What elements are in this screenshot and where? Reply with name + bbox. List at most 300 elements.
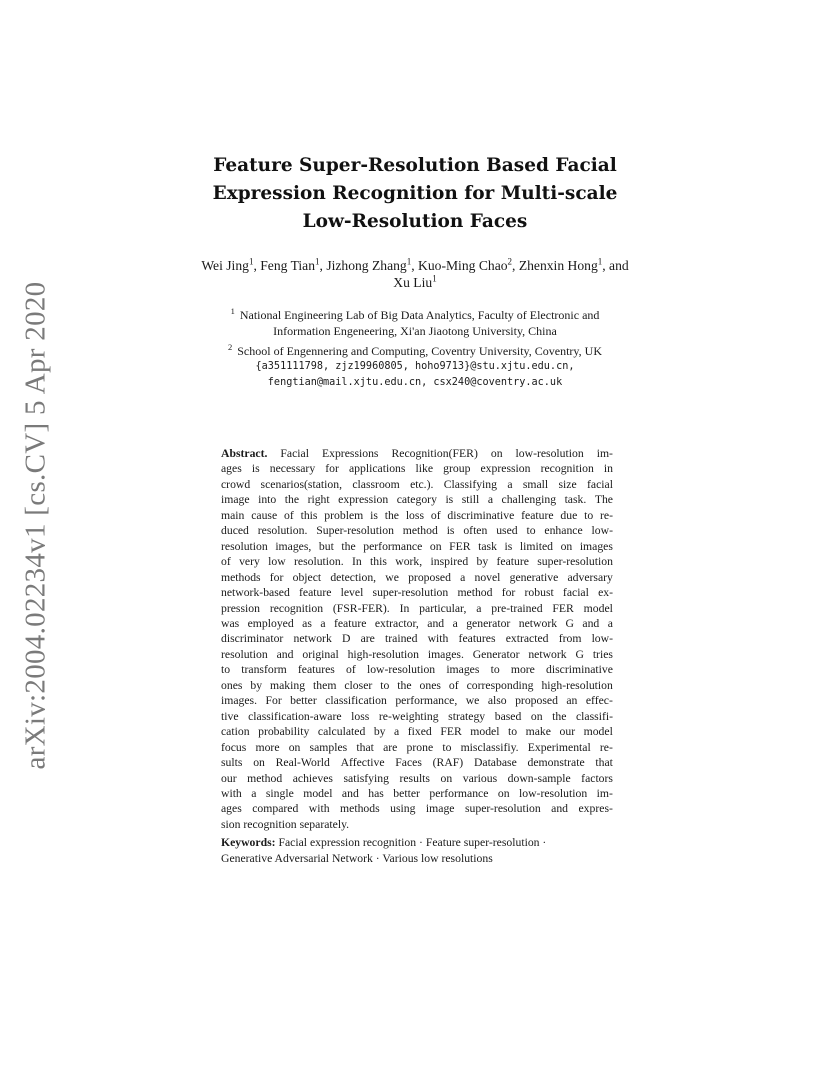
abstract-word: network: [518, 616, 558, 630]
abstract-word: discriminative: [447, 508, 515, 522]
abstract-word: better: [290, 694, 317, 708]
abstract-word: on: [253, 756, 265, 770]
abstract-word: images: [446, 663, 480, 677]
abstract-word: main: [221, 508, 245, 522]
abstract: [221, 446, 613, 832]
abstract-word: them: [313, 678, 337, 692]
keywords: [221, 835, 613, 866]
abstract-word: (RAF): [432, 756, 464, 770]
abstract-word: low-resolution: [366, 663, 436, 677]
abstract-word: is: [504, 539, 513, 553]
author-affiliation-mark: 1: [248, 256, 254, 267]
abstract-word: applications: [348, 462, 406, 476]
abstract-word: methods: [340, 802, 380, 816]
affiliations: [190, 303, 640, 391]
abstract-word: images.: [427, 647, 464, 661]
abstract-word: expres-: [578, 802, 613, 816]
title-line: Feature Super-Resolution Based Facial: [213, 155, 617, 176]
abstract-word: performance: [363, 539, 423, 553]
abstract-word: an: [566, 694, 578, 708]
keywords-text: Facial expression recognition · Feature super-resolution ·: [278, 836, 547, 849]
abstract-line: [221, 523, 613, 538]
abstract-word: proposed: [515, 694, 558, 708]
abstract-word: facial: [587, 477, 613, 491]
affiliation-text: School of Engennering and Computing, Coventry University, Coventry, UK: [237, 344, 602, 358]
abstract-word: crowd: [221, 477, 251, 491]
abstract-word: Recognition(FER): [391, 447, 478, 460]
abstract-line: [221, 771, 613, 786]
abstract-word: performance,: [395, 694, 458, 708]
abstract-word: low-resolution: [515, 447, 584, 460]
abstract-word: Faces: [395, 756, 422, 770]
abstract-word: on: [497, 786, 510, 800]
abstract-word: resolution: [221, 539, 268, 553]
abstract-word: in: [603, 462, 613, 476]
abstract-word: FER: [552, 601, 574, 615]
abstract-line: [221, 554, 613, 569]
abstract-word: achieves: [292, 771, 333, 785]
abstract-word: a: [487, 493, 493, 507]
abstract-word: novel: [474, 570, 501, 584]
abstract-word: enhance: [544, 524, 583, 538]
abstract-word: our: [559, 725, 576, 739]
email-line-1: {a351111798, zjz19960805, hoho9713}@stu.xjtu.edu.cn,: [255, 361, 575, 372]
abstract-word: particular,: [419, 601, 467, 615]
abstract-word: images.: [221, 694, 258, 708]
abstract-word: strategy: [448, 709, 486, 723]
abstract-word: recognition: [269, 601, 324, 615]
abstract-word: prone: [406, 740, 434, 754]
abstract-word: Experimental: [527, 740, 591, 754]
abstract-word: challenging: [501, 493, 557, 507]
abstract-word: the: [384, 508, 399, 522]
abstract-word: classifi-: [576, 709, 613, 723]
abstract-word: level: [340, 586, 364, 600]
abstract-word: on: [440, 771, 453, 785]
abstract-word: D: [341, 632, 351, 646]
abstract-word: FER: [449, 539, 471, 553]
abstract-word: by: [476, 555, 489, 569]
abstract-word: limited: [519, 539, 553, 553]
abstract-word: a: [452, 616, 458, 630]
abstract-word: ex-: [598, 586, 613, 600]
abstract-word: im-: [596, 447, 613, 460]
abstract-word: and: [427, 616, 445, 630]
abstract-word: re-: [600, 508, 613, 522]
arxiv-identifier-text: arXiv:2004.02234v1 [cs.CV] 5 Apr 2020: [19, 281, 52, 769]
abstract-word: discriminator: [221, 632, 284, 646]
abstract-word: a: [607, 616, 613, 630]
abstract-word: but: [318, 539, 334, 553]
author-name: Xu Liu: [393, 275, 433, 290]
abstract-word: to: [526, 524, 536, 538]
abstract-word: low-: [591, 524, 613, 538]
abstract-word: detection,: [330, 570, 377, 584]
abstract-word: classification-aware: [248, 709, 342, 723]
abstract-word: using: [390, 802, 416, 816]
title-line: Low-Resolution Faces: [302, 211, 528, 232]
abstract-word: was: [221, 616, 240, 630]
keywords-line-1: [221, 835, 613, 851]
abstract-word: task.: [564, 493, 587, 507]
title-line: Expression Recognition for Multi-scale: [212, 183, 618, 204]
affiliation-1-line-1: [190, 303, 640, 323]
abstract-word: to: [221, 663, 231, 677]
abstract-word: cause: [251, 508, 278, 522]
abstract-word: with: [221, 786, 242, 800]
abstract-word: network: [528, 647, 567, 661]
abstract-word: size: [558, 477, 577, 491]
abstract-word: low-resolution: [519, 786, 588, 800]
abstract-word: loss: [351, 709, 370, 723]
abstract-word: to: [490, 663, 500, 677]
abstract-word: feature: [299, 586, 332, 600]
abstract-word: is: [370, 508, 378, 522]
abstract-word: has: [368, 786, 384, 800]
abstract-word: feature: [333, 616, 367, 630]
abstract-word: classroom: [352, 477, 400, 491]
abstract-word: ages: [221, 462, 242, 476]
abstract-word: Expressions: [321, 447, 379, 460]
author-separator: ,: [411, 258, 419, 273]
abstract-word: Database: [473, 756, 517, 770]
abstract-word: transform: [241, 663, 287, 677]
abstract-word: that: [356, 740, 374, 754]
abstract-word: network-based: [221, 586, 290, 600]
abstract-word: to: [584, 508, 594, 522]
author-affiliation-mark: 1: [597, 256, 603, 267]
abstract-word: proposed: [408, 570, 451, 584]
abstract-word: of: [448, 678, 459, 692]
abstract-line: [221, 801, 613, 816]
abstract-word: for: [501, 586, 516, 600]
abstract-word: for: [269, 570, 284, 584]
abstract-word: like: [415, 462, 434, 476]
abstract-word: robust: [524, 586, 554, 600]
abstract-word: performance: [429, 786, 489, 800]
abstract-word: model: [303, 786, 333, 800]
author-name: Zhenxin Hong: [518, 258, 598, 273]
abstract-word: the: [397, 678, 412, 692]
abstract-word: samples: [309, 740, 348, 754]
abstract-word: pre-trained: [491, 601, 543, 615]
abstract-line: [221, 477, 613, 492]
abstract-word: G: [575, 647, 584, 661]
abstract-word: model: [583, 725, 613, 739]
paper-title: [190, 152, 640, 236]
abstract-line: [221, 647, 613, 662]
abstract-word: method: [247, 771, 283, 785]
abstract-word: making: [270, 678, 306, 692]
abstract-word: Facial: [280, 447, 309, 460]
abstract-word: of: [284, 508, 294, 522]
abstract-word: FER: [440, 725, 462, 739]
abstract-word: sion: [221, 817, 244, 831]
abstract-word: on: [429, 539, 442, 553]
abstract-word: for: [325, 462, 339, 476]
abstract-word: feature: [521, 508, 554, 522]
abstract-word: are: [383, 740, 398, 754]
abstract-line: [221, 817, 613, 832]
abstract-word: and: [341, 786, 359, 800]
affiliation-1-line-2: Information Engeneering, Xi'an Jiaotong University, China: [273, 324, 557, 338]
abstract-line: [221, 786, 613, 801]
abstract-word: demonstrate: [527, 756, 585, 770]
author-list: [160, 257, 670, 291]
abstract-word: The: [594, 493, 613, 507]
author-affiliation-mark: 1: [432, 273, 437, 284]
author-name: Wei Jing: [201, 258, 249, 273]
keywords-heading: Keywords:: [221, 836, 276, 849]
abstract-line: [221, 601, 613, 616]
author-line-2: [160, 274, 670, 291]
abstract-word: this: [370, 555, 387, 569]
abstract-word: on: [560, 539, 573, 553]
abstract-word: classification: [325, 694, 387, 708]
abstract-word: factors: [581, 771, 613, 785]
abstract-line: [221, 461, 613, 476]
abstract-word: of: [221, 555, 231, 569]
abstract-word: recognition: [243, 817, 300, 831]
abstract-word: on: [288, 740, 301, 754]
arxiv-identifier-stamp: [14, 281, 58, 769]
affiliation-2-line-1: [190, 339, 640, 359]
abstract-word: a: [394, 725, 400, 739]
abstract-word: problem: [324, 508, 364, 522]
abstract-word: features: [297, 663, 335, 677]
abstract-word: model: [470, 725, 500, 739]
abstract-word: of: [346, 663, 356, 677]
abstract-word: recognition: [540, 462, 594, 476]
abstract-word: calculated: [317, 725, 366, 739]
abstract-word: In: [351, 555, 362, 569]
abstract-word: make: [525, 725, 551, 739]
abstract-word: re-: [599, 740, 613, 754]
abstract-word: by: [373, 725, 386, 739]
abstract-word: a: [320, 616, 326, 630]
abstract-line: [221, 662, 613, 677]
abstract-word: object: [292, 570, 322, 584]
abstract-word: generative: [509, 570, 559, 584]
abstract-word: employed: [247, 616, 294, 630]
abstract-word: ones: [221, 678, 243, 692]
abstract-word: a: [476, 601, 482, 615]
abstract-word: focus: [221, 740, 247, 754]
author-separator: ,: [253, 258, 261, 273]
abstract-word: results: [399, 771, 430, 785]
abstract-word: as: [302, 616, 312, 630]
abstract-word: image: [425, 802, 455, 816]
abstract-line: [221, 631, 613, 646]
abstract-word: (FSR-FER).: [332, 601, 390, 615]
abstract-word: task: [478, 539, 497, 553]
abstract-word: compared: [252, 802, 299, 816]
abstract-word: extracted: [505, 632, 549, 646]
abstract-word: that: [595, 756, 613, 770]
abstract-word: corresponding: [466, 678, 534, 692]
abstract-word: fixed: [407, 725, 432, 739]
abstract-word: sults: [221, 756, 243, 770]
author-separator: ,: [319, 258, 327, 273]
abstract-word: image: [221, 493, 250, 507]
abstract-word: the: [284, 493, 300, 507]
abstract-word: and: [582, 616, 600, 630]
abstract-line: [221, 539, 613, 554]
abstract-word: and: [551, 802, 569, 816]
abstract-word: method: [457, 586, 493, 600]
author-separator: , and: [602, 258, 629, 273]
abstract-line: [221, 693, 613, 708]
abstract-word: more: [510, 663, 535, 677]
abstract-word: low-: [591, 632, 613, 646]
abstract-word: G: [565, 616, 574, 630]
abstract-word: right: [307, 493, 330, 507]
abstract-word: low: [268, 555, 286, 569]
email-line-2: fengtian@mail.xjtu.edu.cn, csx240@coventry.ac.uk: [267, 377, 563, 388]
abstract-word: im-: [596, 786, 613, 800]
author-affiliation-mark: 1: [406, 256, 412, 267]
abstract-word: Affective: [340, 756, 385, 770]
abstract-word: into: [258, 493, 277, 507]
abstract-line: [221, 709, 613, 724]
author-name: Kuo-Ming Chao: [418, 258, 508, 273]
abstract-word: method: [402, 524, 438, 538]
abstract-word: tive: [221, 709, 239, 723]
abstract-word: facial: [562, 586, 589, 600]
abstract-word: group: [443, 462, 471, 476]
abstract-word: ages: [221, 802, 242, 816]
abstract-word: model: [583, 601, 613, 615]
abstract-word: methods: [221, 570, 261, 584]
abstract-word: single: [265, 786, 294, 800]
abstract-word: down-sample: [507, 771, 571, 785]
abstract-word: original: [302, 647, 339, 661]
abstract-line: [221, 755, 613, 770]
abstract-word: a: [460, 570, 466, 584]
abstract-word: due: [560, 508, 578, 522]
abstract-word: is: [446, 524, 455, 538]
abstract-word: super-resolution: [464, 802, 541, 816]
abstract-line: [221, 585, 613, 600]
abstract-word: discriminative: [546, 663, 613, 677]
abstract-word: based: [494, 709, 522, 723]
abstract-word: to: [442, 740, 452, 754]
abstract-line: [221, 740, 613, 755]
abstract-word: are: [360, 632, 375, 646]
abstract-word: Generator: [472, 647, 520, 661]
abstract-line: [221, 508, 613, 523]
abstract-word: feature: [496, 555, 529, 569]
abstract-word: to: [508, 725, 518, 739]
abstract-word: with: [308, 802, 330, 816]
abstract-word: small: [522, 477, 549, 491]
keywords-line-2: Generative Adversarial Network · Various low resolutions: [221, 851, 493, 865]
abstract-word: scenarios(station,: [260, 477, 343, 491]
abstract-word: resolution: [221, 647, 268, 661]
abstract-word: is: [251, 462, 260, 476]
author-affiliation-mark: 1: [315, 256, 320, 267]
abstract-word: cation: [221, 725, 250, 739]
abstract-word: this: [300, 508, 318, 522]
abstract-word: of: [430, 508, 441, 522]
abstract-word: duced: [221, 524, 249, 538]
author-name: Jizhong Zhang: [326, 258, 407, 273]
abstract-word: images: [579, 539, 613, 553]
abstract-word: ones: [419, 678, 441, 692]
abstract-word: etc.).: [410, 477, 434, 491]
abstract-word: re-weighting: [378, 709, 439, 723]
abstract-word: also: [487, 694, 507, 708]
abstract-word: on: [530, 709, 543, 723]
affiliation-mark: 1: [230, 306, 235, 316]
abstract-word: satisfying: [343, 771, 389, 785]
abstract-word: with: [427, 632, 449, 646]
abstract-word: work,: [395, 555, 423, 569]
abstract-word: the: [552, 709, 567, 723]
abstract-heading: Abstract.: [221, 447, 268, 460]
abstract-word: from: [558, 632, 582, 646]
abstract-word: the: [341, 539, 356, 553]
author-line-1: [160, 257, 670, 274]
abstract-word: tries: [592, 647, 613, 661]
abstract-word: better: [393, 786, 420, 800]
abstract-line: [221, 678, 613, 693]
abstract-word: often: [463, 524, 488, 538]
abstract-word: by: [250, 678, 263, 692]
affiliation-mark: 2: [228, 342, 233, 352]
abstract-word: generator: [466, 616, 511, 630]
abstract-word: super-resolution: [537, 555, 613, 569]
abstract-word: we: [385, 570, 399, 584]
abstract-word: expression: [338, 493, 389, 507]
abstract-word: expression: [480, 462, 531, 476]
abstract-word: closer: [344, 678, 373, 692]
author-affiliation-mark: 2: [507, 256, 513, 267]
abstract-word: on: [490, 447, 503, 460]
abstract-word: more: [255, 740, 280, 754]
abstract-word: is: [445, 493, 454, 507]
abstract-word: necessary: [269, 462, 316, 476]
abstract-word: extractor,: [374, 616, 419, 630]
abstract-word: Real-World: [275, 756, 330, 770]
abstract-word: very: [239, 555, 260, 569]
abstract-word: resolution.: [257, 524, 308, 538]
abstract-word: a: [251, 786, 257, 800]
abstract-word: category: [396, 493, 437, 507]
abstract-line: [221, 446, 613, 461]
abstract-word: features: [458, 632, 496, 646]
abstract-word: images,: [275, 539, 312, 553]
abstract-word: In: [399, 601, 410, 615]
abstract-word: a: [507, 477, 513, 491]
abstract-word: and: [276, 647, 294, 661]
abstract-word: Super-resolution: [316, 524, 394, 538]
author-name: Feng Tian: [260, 258, 316, 273]
abstract-word: to: [380, 678, 390, 692]
abstract-word: used: [496, 524, 518, 538]
abstract-line: [221, 492, 613, 507]
abstract-word: network: [293, 632, 332, 646]
author-separator: ,: [512, 258, 519, 273]
abstract-word: various: [462, 771, 498, 785]
affiliation-text: National Engineering Lab of Big Data Analytics, Faculty of Electronic and: [239, 308, 600, 322]
abstract-word: For: [265, 694, 282, 708]
abstract-line: [221, 570, 613, 585]
abstract-word: loss: [405, 508, 425, 522]
abstract-line: [221, 616, 613, 631]
abstract-word: effec-: [585, 694, 613, 708]
abstract-word: resolution.: [294, 555, 344, 569]
